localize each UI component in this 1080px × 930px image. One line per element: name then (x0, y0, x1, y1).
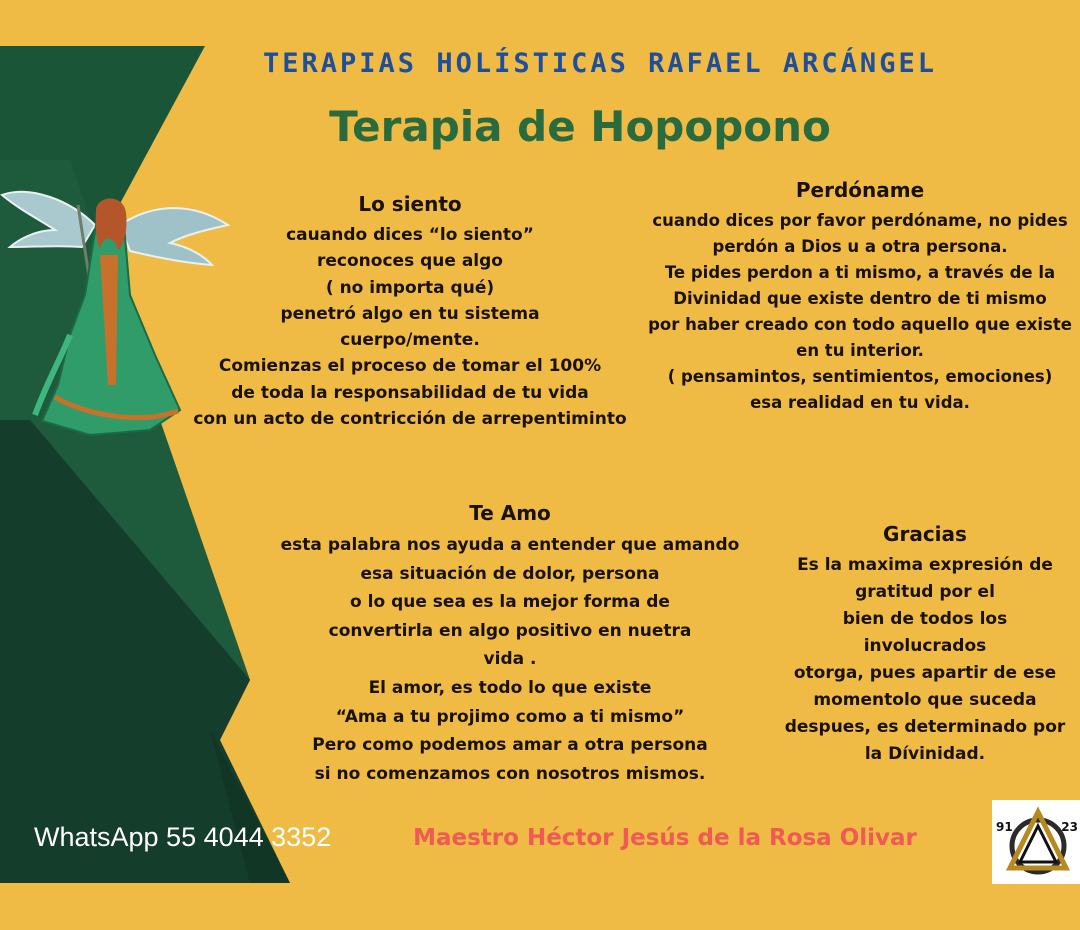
section-line: despues, es determinado por (784, 717, 1066, 737)
section-line: si no comenzamos con nosotros mismos. (314, 763, 706, 784)
section-line: de toda la responsabilidad de tu vida (231, 382, 589, 403)
section-heading: Perdóname (795, 178, 925, 202)
section-perdoname (640, 178, 1080, 416)
section-line: con un acto de contricción de arrepentiminto (193, 409, 627, 430)
section-line: por haber creado con todo aquello que existe (648, 315, 1072, 334)
section-line: Te pides perdon a ti mismo, a través de la (664, 263, 1056, 282)
section-line: penetró algo en tu sistema (280, 303, 540, 324)
section-line: esta palabra nos ayuda a entender que amando (280, 535, 740, 555)
section-gracias (770, 522, 1080, 768)
section-line: esa realidad en tu vida. (750, 393, 970, 412)
section-line: cuerpo/mente. (340, 330, 480, 351)
maestro-name: Maestro Héctor Jesús de la Rosa Olivar (413, 825, 917, 851)
whatsapp-contact: WhatsApp 55 4044 3352 (34, 822, 332, 852)
section-line: momentolo que suceda (813, 690, 1037, 710)
section-line: reconoces que algo (317, 251, 503, 272)
section-heading: Lo siento (358, 192, 462, 216)
section-line: Divinidad que existe dentro de ti mismo (673, 289, 1047, 308)
section-line: cauando dices “lo siento” (286, 225, 534, 245)
triangle-emblem-icon (1006, 806, 1070, 878)
section-line: ( pensamintos, sentimientos, emociones) (667, 367, 1053, 386)
section-line: o lo que sea es la mejor forma de (350, 592, 670, 613)
section-line: El amor, es todo lo que existe (368, 677, 652, 698)
section-line: cuando dices por favor perdóname, no pides (652, 211, 1068, 230)
section-line: convertirla en algo positivo en nuetra (328, 620, 692, 641)
section-line: involucrados (863, 636, 987, 656)
logo-right-number: 23 (1061, 820, 1078, 834)
section-line: bien de todos los (842, 609, 1008, 629)
section-line: vida . (483, 649, 537, 670)
section-heading: Te Amo (469, 501, 551, 525)
logo-badge (992, 800, 1080, 884)
section-line: Es la maxima expresión de (797, 555, 1053, 575)
section-line: otorga, pues apartir de ese (793, 663, 1057, 683)
section-heading: Gracias (883, 522, 967, 546)
section-te-amo (250, 501, 770, 788)
section-lo-siento (180, 192, 640, 432)
section-line: ( no importa qué) (325, 277, 495, 298)
section-line: la Dívinidad. (864, 744, 986, 764)
section-line: en tu interior. (796, 341, 924, 360)
page-title: Terapia de Hopopono (329, 102, 831, 151)
section-line: Comienzas el proceso de tomar el 100% (218, 356, 602, 377)
logo-left-number: 91 (996, 820, 1013, 834)
section-line: “Ama a tu projimo como a ti mismo” (335, 706, 685, 727)
section-line: gratitud por el (855, 582, 995, 602)
section-line: perdón a Dios u a otra persona. (712, 237, 1008, 256)
section-line: Pero como podemos amar a otra persona (312, 735, 708, 756)
section-line: esa situación de dolor, persona (360, 563, 660, 584)
brand-title: TERAPIAS HOLÍSTICAS RAFAEL ARCÁNGEL (263, 48, 937, 79)
